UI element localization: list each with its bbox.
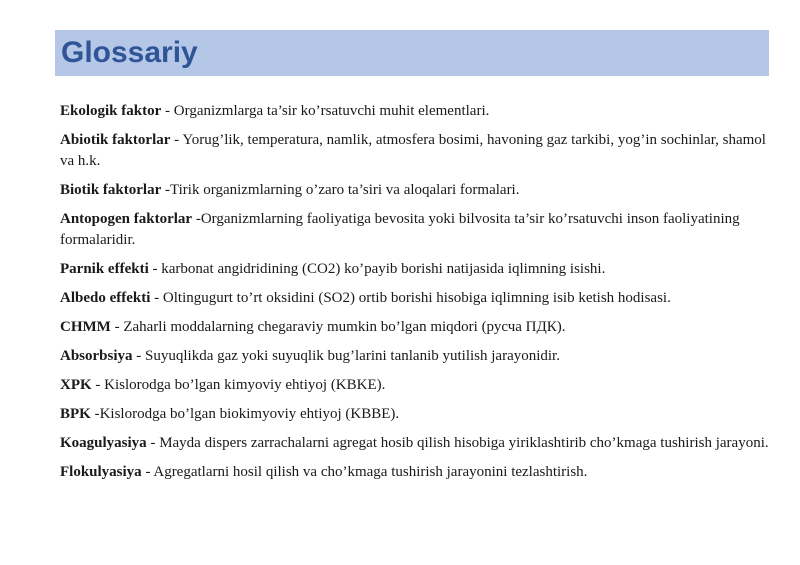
glossary-definition: Mayda dispers zarrachalarni agregat hosib qilish hisobiga yiriklashtirib cho’kmaga tushirish jarayoni.	[159, 435, 769, 451]
glossary-entry	[60, 375, 770, 396]
glossary-separator: -	[90, 406, 100, 422]
glossary-term: CHMM	[60, 319, 111, 335]
glossary-list	[60, 101, 770, 491]
glossary-term: Abiotik faktorlar	[60, 132, 171, 148]
glossary-entry	[60, 288, 770, 309]
glossary-entry	[60, 259, 770, 280]
glossary-term: XPK	[60, 377, 92, 393]
glossary-definition: Yorug’lik, temperatura, namlik, atmosfera bosimi, havoning gaz tarkibi, yog’in sochinlar, shamol va h.k.	[60, 132, 766, 169]
glossary-definition: Suyuqlikda gaz yoki suyuqlik bug’larini tanlanib yutilish jarayonidir.	[145, 348, 560, 364]
glossary-entry	[60, 180, 770, 201]
glossary-separator: -	[150, 290, 163, 306]
glossary-separator: -	[161, 182, 170, 198]
glossary-term: Parnik effekti	[60, 261, 149, 277]
glossary-separator: -	[146, 435, 160, 451]
glossary-entry	[60, 462, 770, 483]
glossary-term: Biotik faktorlar	[60, 182, 162, 198]
glossary-separator: -	[170, 132, 183, 148]
glossary-entry	[60, 433, 770, 454]
glossary-definition: Kislorodga bo’lgan biokimyoviy ehtiyoj (KBBE).	[99, 406, 400, 422]
glossary-definition: Zaharli moddalarning chegaraviy mumkin bo’lgan miqdori (русча ПДК).	[123, 319, 566, 335]
glossary-entry	[60, 209, 770, 251]
glossary-term: Absorbsiya	[60, 348, 133, 364]
glossary-term: BPK	[60, 406, 91, 422]
glossary-entry	[60, 404, 770, 425]
glossary-entry	[60, 346, 770, 367]
glossary-separator: -	[91, 377, 105, 393]
glossary-entry	[60, 130, 770, 172]
glossary-term: Antopogen faktorlar	[60, 211, 193, 227]
glossary-entry	[60, 317, 770, 338]
glossary-term: Koagulyasiya	[60, 435, 147, 451]
glossary-separator: -	[141, 464, 154, 480]
glossary-separator: -	[192, 211, 201, 227]
glossary-definition: Kislorodga bo’lgan kimyoviy ehtiyoj (KBKE).	[104, 377, 386, 393]
page-title: Glossariy	[61, 36, 198, 69]
glossary-separator: -	[161, 103, 174, 119]
glossary-term: Ekologik faktor	[60, 103, 162, 119]
glossary-separator: -	[110, 319, 124, 335]
glossary-definition: karbonat angidridining (CO2) ko’payib borishi natijasida iqlimning isishi.	[161, 261, 606, 277]
glossary-definition: Tirik organizmlarning o’zaro ta’siri va aloqalari formalari.	[170, 182, 520, 198]
glossary-definition: Agregatlarni hosil qilish va cho’kmaga tushirish jarayonini tezlashtirish.	[153, 464, 588, 480]
glossary-definition: Oltingugurt to’rt oksidini (SO2) ortib borishi hisobiga iqlimning isib ketish hodisasi.	[162, 290, 671, 306]
glossary-entry	[60, 101, 770, 122]
glossary-separator: -	[132, 348, 146, 364]
glossary-separator: -	[148, 261, 162, 277]
glossary-definition: Organizmlarga ta’sir ko’rsatuvchi muhit elementlari.	[173, 103, 490, 119]
glossary-term: Albedo effekti	[60, 290, 151, 306]
title-bar	[55, 30, 769, 76]
glossary-definition: Organizmlarning faoliyatiga bevosita yoki bilvosita ta’sir ko’rsatuvchi inson faoliyatining formalaridir.	[60, 211, 740, 248]
glossary-term: Flokulyasiya	[60, 464, 142, 480]
